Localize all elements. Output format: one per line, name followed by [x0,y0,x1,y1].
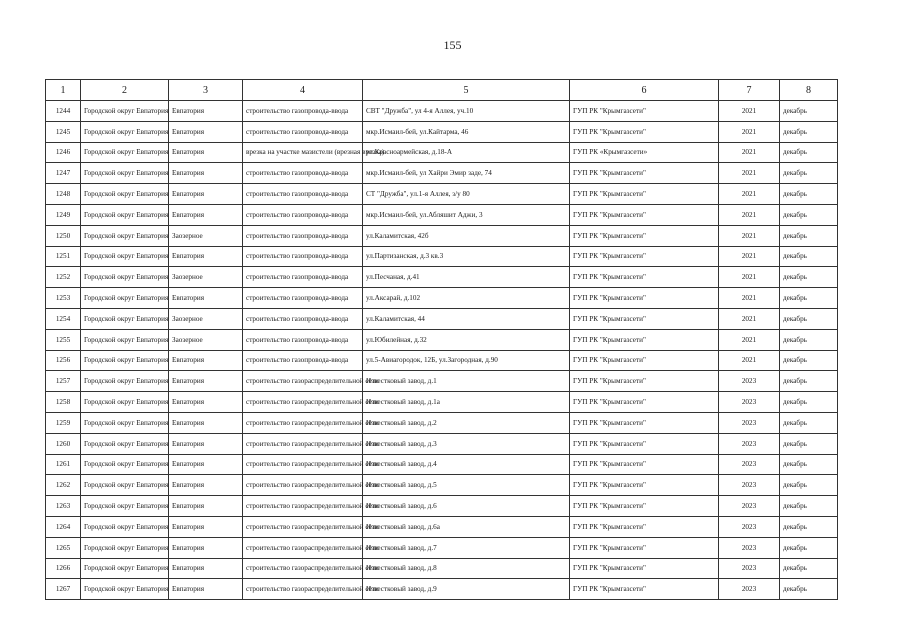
month-cell: декабрь [780,288,838,309]
locality-cell: Евпатория [169,433,243,454]
organization-cell: ГУП РК "Крымгазсети" [570,101,719,122]
address-cell: ул.5-Авиагородок, 12Б, ул.Загородная, д.90 [363,350,570,371]
month-cell: декабрь [780,246,838,267]
month-cell: декабрь [780,454,838,475]
year-cell: 2021 [719,184,780,205]
year-cell: 2023 [719,392,780,413]
month-cell: декабрь [780,392,838,413]
work-type-cell: строительство газораспределительной сети [243,516,363,537]
header-cell: 8 [780,80,838,101]
district-cell: Городской округ Евпатория [81,392,169,413]
address-cell: ул.Каламитская, 42б [363,225,570,246]
locality-cell: Евпатория [169,537,243,558]
address-cell: Известковый завод, д.4 [363,454,570,475]
address-cell: Известковый завод, д.6а [363,516,570,537]
table-row [46,329,838,350]
table-row [46,579,838,600]
district-cell: Городской округ Евпатория [81,433,169,454]
district-cell: Городской округ Евпатория [81,516,169,537]
month-cell: декабрь [780,163,838,184]
table-row [46,225,838,246]
work-type-cell: строительство газопровода-ввода [243,225,363,246]
table-row [46,142,838,163]
work-type-cell: строительство газопровода-ввода [243,329,363,350]
table-row [46,184,838,205]
organization-cell: ГУП РК "Крымгазсети" [570,516,719,537]
address-cell: Известковый завод, д.2 [363,412,570,433]
organization-cell: ГУП РК "Крымгазсети" [570,454,719,475]
locality-cell: Евпатория [169,454,243,475]
month-cell: декабрь [780,350,838,371]
year-cell: 2023 [719,579,780,600]
organization-cell: ГУП РК "Крымгазсети" [570,475,719,496]
year-cell: 2021 [719,163,780,184]
month-cell: декабрь [780,475,838,496]
row-number-cell: 1249 [46,204,81,225]
month-cell: декабрь [780,308,838,329]
organization-cell: ГУП РК "Крымгазсети" [570,225,719,246]
organization-cell: ГУП РК "Крымгазсети" [570,184,719,205]
registry-table [45,79,838,600]
district-cell: Городской округ Евпатория [81,412,169,433]
address-cell: Известковый завод, д.7 [363,537,570,558]
month-cell: декабрь [780,558,838,579]
district-cell: Городской округ Евпатория [81,537,169,558]
organization-cell: ГУП РК "Крымгазсети" [570,329,719,350]
table-row [46,163,838,184]
year-cell: 2023 [719,412,780,433]
organization-cell: ГУП РК "Крымгазсети" [570,537,719,558]
table-row [46,308,838,329]
row-number-cell: 1267 [46,579,81,600]
year-cell: 2021 [719,308,780,329]
address-cell: ул.Каламитская, 44 [363,308,570,329]
organization-cell: ГУП РК «Крымгазсети» [570,142,719,163]
organization-cell: ГУП РК "Крымгазсети" [570,163,719,184]
year-cell: 2021 [719,350,780,371]
work-type-cell: строительство газораспределительной сети [243,558,363,579]
organization-cell: ГУП РК "Крымгазсети" [570,496,719,517]
district-cell: Городской округ Евпатория [81,267,169,288]
row-number-cell: 1266 [46,558,81,579]
header-cell: 5 [363,80,570,101]
organization-cell: ГУП РК "Крымгазсети" [570,412,719,433]
locality-cell: Заозерное [169,267,243,288]
work-type-cell: строительство газораспределительной сети [243,579,363,600]
work-type-cell: строительство газопровода-ввода [243,288,363,309]
header-cell: 4 [243,80,363,101]
row-number-cell: 1250 [46,225,81,246]
locality-cell: Евпатория [169,288,243,309]
organization-cell: ГУП РК "Крымгазсети" [570,288,719,309]
header-cell: 3 [169,80,243,101]
district-cell: Городской округ Евпатория [81,454,169,475]
locality-cell: Евпатория [169,412,243,433]
work-type-cell: строительство газопровода-ввода [243,267,363,288]
district-cell: Городской округ Евпатория [81,163,169,184]
district-cell: Городской округ Евпатория [81,496,169,517]
table-body [46,101,838,600]
locality-cell: Евпатория [169,142,243,163]
table-row [46,288,838,309]
locality-cell: Евпатория [169,246,243,267]
page-number: 155 [443,38,462,52]
work-type-cell: строительство газораспределительной сети [243,454,363,475]
organization-cell: ГУП РК "Крымгазсети" [570,121,719,142]
address-cell: СТ "Дружба", ул.1-я Аллея, з/у 80 [363,184,570,205]
work-type-cell: строительство газопровода-ввода [243,308,363,329]
month-cell: декабрь [780,496,838,517]
district-cell: Городской округ Евпатория [81,350,169,371]
work-type-cell: строительство газораспределительной сети [243,412,363,433]
year-cell: 2021 [719,121,780,142]
year-cell: 2021 [719,246,780,267]
month-cell: декабрь [780,101,838,122]
table-row [46,121,838,142]
district-cell: Городской округ Евпатория [81,246,169,267]
month-cell: декабрь [780,225,838,246]
row-number-cell: 1252 [46,267,81,288]
year-cell: 2021 [719,204,780,225]
month-cell: декабрь [780,516,838,537]
locality-cell: Евпатория [169,579,243,600]
row-number-cell: 1248 [46,184,81,205]
table-row [46,558,838,579]
locality-cell: Евпатория [169,371,243,392]
month-cell: декабрь [780,412,838,433]
address-cell: Известковый завод, д.1а [363,392,570,413]
address-cell: Известковый завод, д.1 [363,371,570,392]
year-cell: 2023 [719,537,780,558]
row-number-cell: 1246 [46,142,81,163]
header-cell: 6 [570,80,719,101]
district-cell: Городской округ Евпатория [81,371,169,392]
locality-cell: Евпатория [169,121,243,142]
row-number-cell: 1260 [46,433,81,454]
row-number-cell: 1256 [46,350,81,371]
address-cell: мкр.Исмаил-бей, ул.Абляшит Аджи, 3 [363,204,570,225]
work-type-cell: строительство газораспределительной сети [243,371,363,392]
year-cell: 2023 [719,371,780,392]
row-number-cell: 1245 [46,121,81,142]
locality-cell: Евпатория [169,204,243,225]
organization-cell: ГУП РК "Крымгазсети" [570,204,719,225]
district-cell: Городской округ Евпатория [81,288,169,309]
row-number-cell: 1255 [46,329,81,350]
work-type-cell: строительство газораспределительной сети [243,392,363,413]
address-cell: Известковый завод, д.5 [363,475,570,496]
table-row [46,537,838,558]
work-type-cell: строительство газораспределительной сети [243,433,363,454]
row-number-cell: 1251 [46,246,81,267]
month-cell: декабрь [780,121,838,142]
table-row [46,496,838,517]
year-cell: 2023 [719,516,780,537]
year-cell: 2021 [719,288,780,309]
locality-cell: Евпатория [169,516,243,537]
table-row [46,267,838,288]
table-row [46,475,838,496]
header-cell: 2 [81,80,169,101]
address-cell: Известковый завод, д.6 [363,496,570,517]
year-cell: 2023 [719,496,780,517]
locality-cell: Евпатория [169,496,243,517]
row-number-cell: 1257 [46,371,81,392]
work-type-cell: строительство газопровода-ввода [243,163,363,184]
address-cell: Известковый завод, д.8 [363,558,570,579]
locality-cell: Заозерное [169,329,243,350]
table-row [46,433,838,454]
row-number-cell: 1264 [46,516,81,537]
locality-cell: Евпатория [169,392,243,413]
locality-cell: Евпатория [169,475,243,496]
month-cell: декабрь [780,267,838,288]
work-type-cell: врезка на участке мазистели (врезная врезка) [243,142,363,163]
header-cell: 7 [719,80,780,101]
row-number-cell: 1261 [46,454,81,475]
table-row [46,101,838,122]
row-number-cell: 1259 [46,412,81,433]
table-row [46,246,838,267]
work-type-cell: строительство газораспределительной сети [243,475,363,496]
locality-cell: Евпатория [169,184,243,205]
month-cell: декабрь [780,371,838,392]
row-number-cell: 1263 [46,496,81,517]
address-cell: мкр.Исмаил-бей, ул Хайри Эмир заде, 74 [363,163,570,184]
year-cell: 2021 [719,101,780,122]
year-cell: 2023 [719,454,780,475]
district-cell: Городской округ Евпатория [81,558,169,579]
work-type-cell: строительство газопровода-ввода [243,121,363,142]
district-cell: Городской округ Евпатория [81,475,169,496]
table-row [46,412,838,433]
locality-cell: Евпатория [169,350,243,371]
table-row [46,371,838,392]
table-row [46,350,838,371]
row-number-cell: 1247 [46,163,81,184]
district-cell: Городской округ Евпатория [81,121,169,142]
address-cell: ул.Партизанская, д.3 кв.3 [363,246,570,267]
table-row [46,516,838,537]
locality-cell: Евпатория [169,101,243,122]
district-cell: Городской округ Евпатория [81,204,169,225]
row-number-cell: 1262 [46,475,81,496]
month-cell: декабрь [780,142,838,163]
organization-cell: ГУП РК "Крымгазсети" [570,579,719,600]
row-number-cell: 1254 [46,308,81,329]
year-cell: 2023 [719,433,780,454]
year-cell: 2023 [719,558,780,579]
work-type-cell: строительство газопровода-ввода [243,350,363,371]
year-cell: 2021 [719,142,780,163]
month-cell: декабрь [780,204,838,225]
district-cell: Городской округ Евпатория [81,225,169,246]
district-cell: Городской округ Евпатория [81,579,169,600]
district-cell: Городской округ Евпатория [81,101,169,122]
district-cell: Городской округ Евпатория [81,142,169,163]
year-cell: 2021 [719,267,780,288]
address-cell: ул.Юбилейная, д.32 [363,329,570,350]
organization-cell: ГУП РК "Крымгазсети" [570,433,719,454]
row-number-cell: 1258 [46,392,81,413]
work-type-cell: строительство газопровода-ввода [243,101,363,122]
district-cell: Городской округ Евпатория [81,308,169,329]
organization-cell: ГУП РК "Крымгазсети" [570,558,719,579]
work-type-cell: строительство газопровода-ввода [243,204,363,225]
row-number-cell: 1244 [46,101,81,122]
work-type-cell: строительство газораспределительной сети [243,496,363,517]
month-cell: декабрь [780,579,838,600]
address-cell: ул.Аксарай, д.102 [363,288,570,309]
row-number-cell: 1265 [46,537,81,558]
table-row [46,204,838,225]
year-cell: 2023 [719,475,780,496]
month-cell: декабрь [780,537,838,558]
work-type-cell: строительство газопровода-ввода [243,184,363,205]
work-type-cell: строительство газораспределительной сети [243,537,363,558]
table-row [46,454,838,475]
header-cell: 1 [46,80,81,101]
table-row [46,392,838,413]
address-cell: Известковый завод, д.9 [363,579,570,600]
month-cell: декабрь [780,433,838,454]
district-cell: Городской округ Евпатория [81,329,169,350]
locality-cell: Евпатория [169,163,243,184]
organization-cell: ГУП РК "Крымгазсети" [570,371,719,392]
address-cell: ул.Песчаная, д.41 [363,267,570,288]
month-cell: декабрь [780,184,838,205]
header-row [46,80,838,101]
locality-cell: Евпатория [169,558,243,579]
organization-cell: ГУП РК "Крымгазсети" [570,246,719,267]
work-type-cell: строительство газопровода-ввода [243,246,363,267]
address-cell: ул.Красноармейская, д.18-А [363,142,570,163]
month-cell: декабрь [780,329,838,350]
address-cell: СВТ "Дружба", ул 4-я Аллея, уч.10 [363,101,570,122]
locality-cell: Заозерное [169,225,243,246]
organization-cell: ГУП РК "Крымгазсети" [570,350,719,371]
organization-cell: ГУП РК "Крымгазсети" [570,392,719,413]
year-cell: 2021 [719,225,780,246]
year-cell: 2021 [719,329,780,350]
locality-cell: Заозерное [169,308,243,329]
district-cell: Городской округ Евпатория [81,184,169,205]
row-number-cell: 1253 [46,288,81,309]
organization-cell: ГУП РК "Крымгазсети" [570,308,719,329]
address-cell: Известковый завод, д.3 [363,433,570,454]
organization-cell: ГУП РК "Крымгазсети" [570,267,719,288]
address-cell: мкр.Исмаил-бей, ул.Кайтарма, 46 [363,121,570,142]
